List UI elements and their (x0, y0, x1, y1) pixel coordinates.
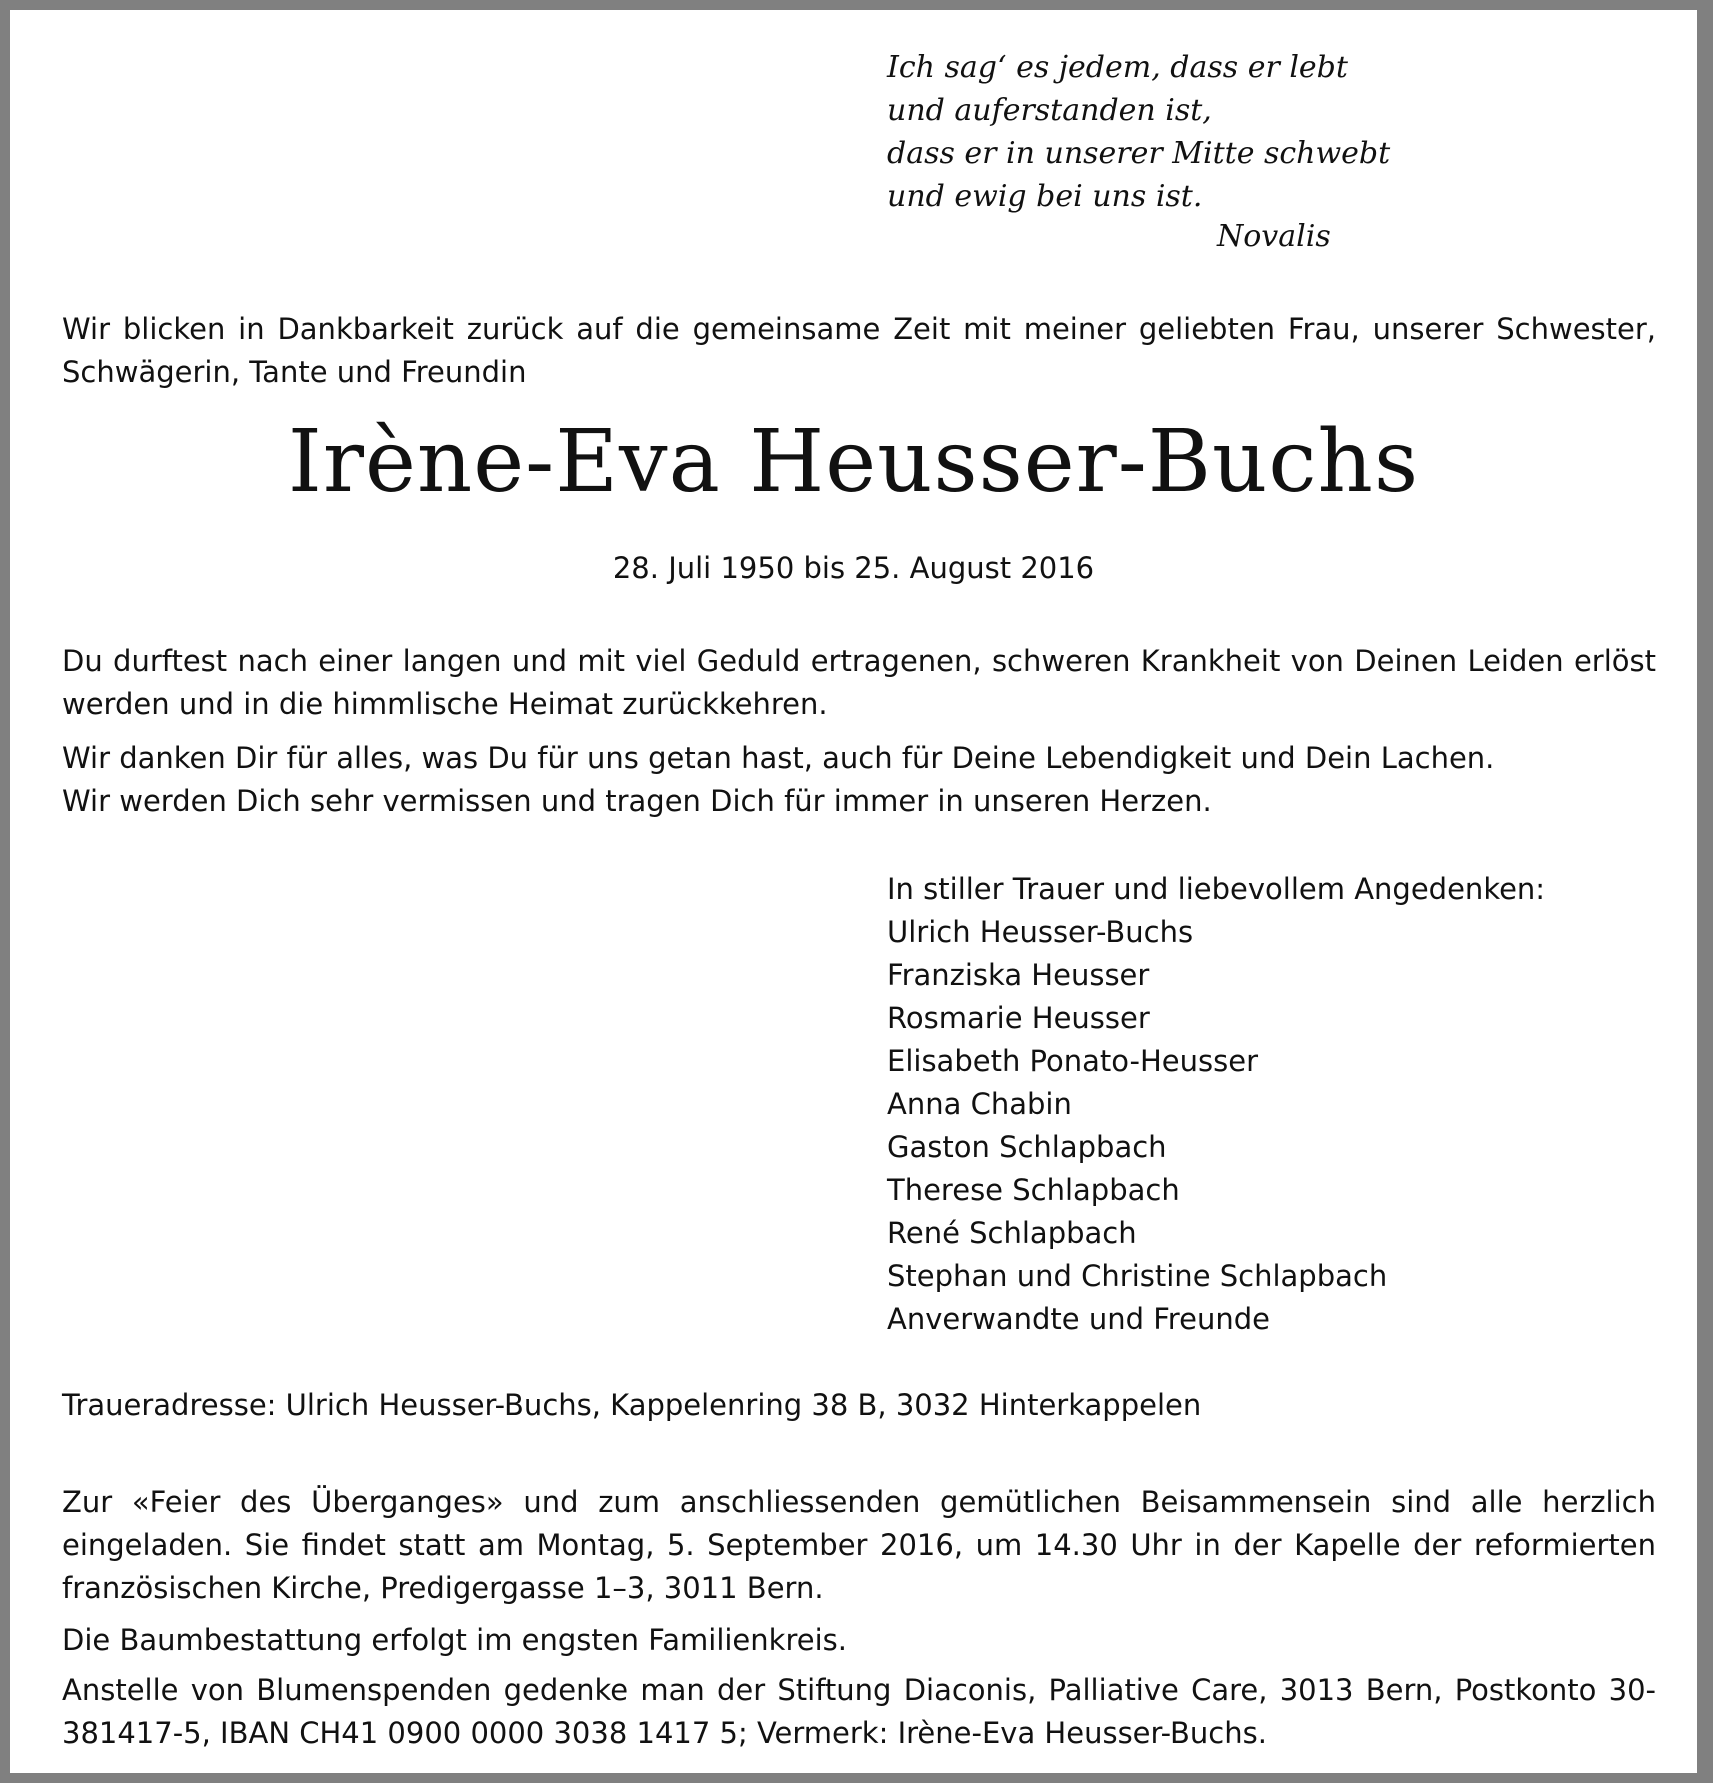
mourners-list (887, 868, 1545, 1341)
poem-author: Novalis (1217, 219, 1331, 254)
mourner-name: Elisabeth Ponato-Heusser (887, 1044, 1259, 1078)
mourner-name: Anna Chabin (887, 1087, 1072, 1121)
mourner-name: Franziska Heusser (887, 958, 1150, 992)
message-line: Wir danken Dir für alles, was Du für uns getan hast, auch für Deine Lebendigkeit und Dein Lachen. (62, 741, 1495, 775)
mourning-address: Traueradresse: Ulrich Heusser-Buchs, Kappelenring 38 B, 3032 Hinterkappelen (62, 1388, 1202, 1422)
intro-text: Wir blicken in Dankbarkeit zurück auf die gemeinsame Zeit mit meiner geliebten Frau, unserer Schwester, Schwägerin, Tante und Freundin (62, 312, 1656, 389)
poem-line: und auferstanden ist, (887, 93, 1212, 128)
mourners-heading: In stiller Trauer und liebevollem Angedenken: (887, 872, 1546, 906)
mourner-name: Anverwandte und Freunde (887, 1302, 1270, 1336)
poem (887, 46, 1390, 218)
mourner-name: René Schlapbach (887, 1216, 1137, 1250)
mourner-name: Stephan und Christine Schlapbach (887, 1259, 1388, 1293)
ceremony-paragraph: Zur «Feier des Überganges» und zum anschliessenden gemütlichen Beisammensein sind alle herzlich eingeladen. Sie findet statt am Montag, 5. September 2016, um 14.30 Uhr in der Kapelle der reformierten französischen Kirche, Predigergasse 1–3, 3011 Bern. (62, 1485, 1656, 1605)
mourner-name: Ulrich Heusser-Buchs (887, 915, 1194, 949)
message-paragraph-1: Du durftest nach einer langen und mit viel Geduld ertragenen, schweren Krankheit von Deinen Leiden erlöst werden und in die himmlische Heimat zurückkehren. (62, 644, 1656, 721)
poem-line: dass er in unserer Mitte schwebt (887, 136, 1391, 171)
burial-note: Die Baumbestattung erfolgt im engsten Familienkreis. (62, 1623, 847, 1657)
mourner-name: Rosmarie Heusser (887, 1001, 1150, 1035)
life-dates: 28. Juli 1950 bis 25. August 2016 (612, 551, 1095, 585)
deceased-name: Irène-Eva Heusser-Buchs (287, 412, 1420, 512)
poem-line: Ich sag‘ es jedem, dass er lebt (887, 50, 1348, 85)
donations-paragraph: Anstelle von Blumenspenden gedenke man der Stiftung Diaconis, Palliative Care, 3013 Bern, Postkonto 30-381417-5, IBAN CH41 0900 0000 3038 1417 5; Vermerk: Irène-Eva Heusser-Buchs. (62, 1673, 1656, 1750)
poem-line: und ewig bei uns ist. (887, 179, 1203, 214)
message-paragraph-2 (62, 737, 1656, 823)
obituary-card (10, 10, 1697, 1773)
mourner-name: Gaston Schlapbach (887, 1130, 1167, 1164)
mourner-name: Therese Schlapbach (887, 1173, 1180, 1207)
message-line: Wir werden Dich sehr vermissen und tragen Dich für immer in unseren Herzen. (62, 784, 1212, 818)
